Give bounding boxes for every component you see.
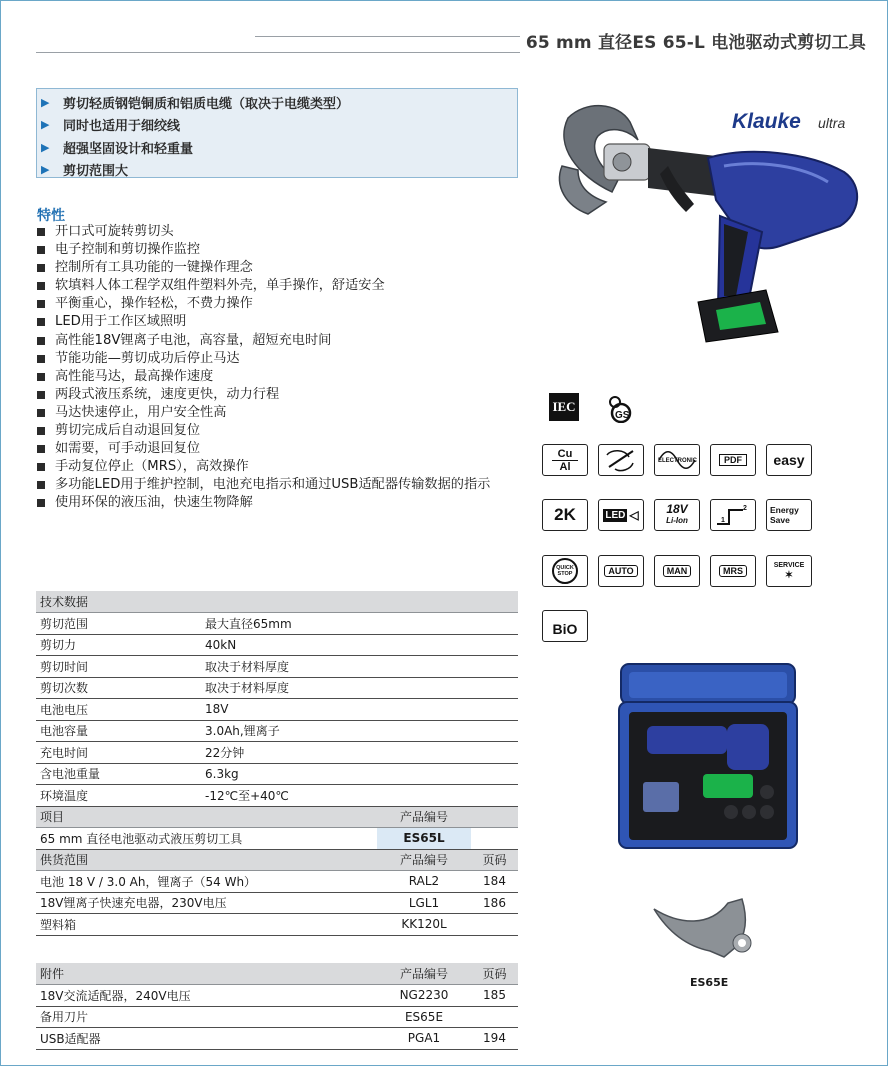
bullet-square-icon bbox=[37, 264, 45, 272]
table-row: 剪切次数 取决于材料厚度 bbox=[36, 677, 518, 699]
bullet-square-icon bbox=[37, 391, 45, 399]
gs-mark-icon bbox=[605, 395, 637, 423]
feature-item: 高性能18V锂离子电池，高容量，超短充电时间 bbox=[36, 332, 506, 350]
bullet-square-icon bbox=[37, 409, 45, 417]
product-code: ES65L bbox=[377, 828, 471, 850]
table-row: 剪切范围 最大直径65mm bbox=[36, 613, 518, 635]
feature-item: 两段式液压系统，速度更快，动力行程 bbox=[36, 386, 506, 404]
cutting-tool-image bbox=[548, 96, 870, 356]
table-row: 电池 18 V / 3.0 Ah，锂离子（54 Wh） RAL2 184 bbox=[36, 871, 518, 893]
highlight-text: 剪切范围大 bbox=[63, 164, 129, 180]
brand-suffix: ultra bbox=[818, 115, 846, 131]
features-heading: 特性 bbox=[37, 208, 65, 224]
stage-two-text: 2 bbox=[743, 505, 747, 512]
mrs-icon: MRS bbox=[710, 555, 756, 587]
iec-icon: IEC bbox=[549, 393, 579, 421]
stage-one-text: 1 bbox=[721, 517, 725, 524]
table-row: 环境温度 -12℃至+40℃ bbox=[36, 785, 518, 807]
easy-icon: easy bbox=[766, 444, 812, 476]
feature-item: 控制所有工具功能的一键操作理念 bbox=[36, 259, 506, 277]
tech-header: 技术数据 bbox=[36, 591, 518, 613]
auto-icon: AUTO bbox=[598, 555, 644, 587]
pdf-icon: PDF bbox=[710, 444, 756, 476]
led-icon: LED ◁ bbox=[598, 499, 644, 531]
bullet-square-icon bbox=[37, 499, 45, 507]
bullet-square-icon bbox=[37, 463, 45, 471]
battery-18v-icon: 18V Li-Ion bbox=[654, 499, 700, 531]
electronic-icon bbox=[654, 444, 700, 476]
highlight-text: 同时也适用于细绞线 bbox=[63, 119, 181, 135]
feature-item: 节能功能—剪切成功后停止马达 bbox=[36, 350, 506, 368]
service-icon: SERVICE ✶ bbox=[766, 555, 812, 587]
table-row: 塑料箱 KK120L bbox=[36, 914, 518, 936]
bullet-square-icon bbox=[37, 373, 45, 381]
table-header bbox=[36, 591, 518, 613]
arrow-right-icon: ▶ bbox=[41, 118, 50, 132]
feature-item: 软填料人体工程学双组件塑料外壳，单手操作，舒适安全 bbox=[36, 277, 506, 295]
feature-item: LED用于工作区域照明 bbox=[36, 313, 506, 331]
highlight-text: 剪切轻质钢铠铜质和铝质电缆（取决于电缆类型） bbox=[63, 96, 350, 112]
table-row: 含电池重量 6.3kg bbox=[36, 763, 518, 785]
electronic-text: ELECTRONIC bbox=[658, 458, 697, 464]
bullet-square-icon bbox=[37, 355, 45, 363]
rotating-head-icon bbox=[598, 444, 644, 476]
highlights-box bbox=[36, 88, 518, 178]
highlight-text: 超强坚固设计和轻重量 bbox=[63, 141, 194, 157]
feature-item: 使用环保的液压油，快速生物降解 bbox=[36, 494, 506, 512]
table-row: 充电时间 22分钟 bbox=[36, 742, 518, 764]
carry-case-image bbox=[617, 662, 799, 850]
highlight-item bbox=[39, 136, 517, 159]
table-header: 附件 产品编号 页码 bbox=[36, 963, 518, 985]
feature-item: 开口式可旋转剪切头 bbox=[36, 223, 506, 241]
features-list bbox=[36, 223, 506, 513]
bullet-square-icon bbox=[37, 481, 45, 489]
feature-item: 如需要，可手动退回复位 bbox=[36, 440, 506, 458]
page-title: 65 mm 直径ES 65-L 电池驱动式剪切工具 bbox=[520, 28, 866, 53]
highlight-item bbox=[39, 159, 517, 182]
table-row: 18V锂离子快速充电器，230V电压 LGL1 186 bbox=[36, 892, 518, 914]
table-row: 备用刀片 ES65E bbox=[36, 1006, 518, 1028]
feature-item: 平衡重心，操作轻松，不费力操作 bbox=[36, 295, 506, 313]
highlight-item bbox=[39, 114, 517, 137]
table-row: 电池容量 3.0Ah,锂离子 bbox=[36, 720, 518, 742]
feature-item: 马达快速停止，用户安全性高 bbox=[36, 404, 506, 422]
manual-icon: MAN bbox=[654, 555, 700, 587]
bullet-square-icon bbox=[37, 427, 45, 435]
highlight-item bbox=[39, 91, 517, 114]
feature-item: 剪切完成后自动退回复位 bbox=[36, 422, 506, 440]
spare-blade-image bbox=[650, 895, 760, 967]
table-header: 供货范围 产品编号 页码 bbox=[36, 849, 518, 871]
table-row: 18V交流适配器，240V电压 NG2230 185 bbox=[36, 985, 518, 1007]
energy-save-icon: Energy Save bbox=[766, 499, 812, 531]
feature-item: 高性能马达，最高操作速度 bbox=[36, 368, 506, 386]
bullet-square-icon bbox=[37, 282, 45, 290]
bullet-square-icon bbox=[37, 337, 45, 345]
bio-oil-icon: BiO bbox=[542, 610, 588, 642]
bullet-square-icon bbox=[37, 228, 45, 236]
two-stage-icon bbox=[710, 499, 756, 531]
two-component-icon: 2K bbox=[542, 499, 588, 531]
quick-stop-icon: QUICK STOP bbox=[542, 555, 588, 587]
arrow-right-icon: ▶ bbox=[41, 140, 50, 154]
tech-data-table bbox=[36, 591, 518, 936]
arrow-right-icon: ▶ bbox=[41, 163, 50, 177]
table-header: 项目 产品编号 bbox=[36, 806, 518, 828]
feature-item: 多功能LED用于维护控制，电池充电指示和通过USB适配器传输数据的指示 bbox=[36, 476, 506, 494]
table-row: 剪切时间 取决于材料厚度 bbox=[36, 656, 518, 678]
bullet-square-icon bbox=[37, 246, 45, 254]
blade-label: ES65E bbox=[690, 976, 729, 989]
brand-logo: Klauke bbox=[732, 110, 801, 133]
arrow-right-icon: ▶ bbox=[41, 95, 50, 109]
table-row: USB适配器 PGA1 194 bbox=[36, 1028, 518, 1050]
bullet-square-icon bbox=[37, 300, 45, 308]
feature-item: 手动复位停止（MRS），高效操作 bbox=[36, 458, 506, 476]
bullet-square-icon bbox=[37, 318, 45, 326]
bullet-square-icon bbox=[37, 445, 45, 453]
cu-al-icon: Cu Al bbox=[542, 444, 588, 476]
gs-text: GS bbox=[615, 410, 630, 421]
table-row: 电池电压 18V bbox=[36, 699, 518, 721]
accessories-table bbox=[36, 963, 518, 1050]
table-row: 剪切力 40kN bbox=[36, 634, 518, 656]
table-row: 65 mm 直径电池驱动式液压剪切工具 ES65L bbox=[36, 828, 518, 850]
feature-item: 电子控制和剪切操作监控 bbox=[36, 241, 506, 259]
